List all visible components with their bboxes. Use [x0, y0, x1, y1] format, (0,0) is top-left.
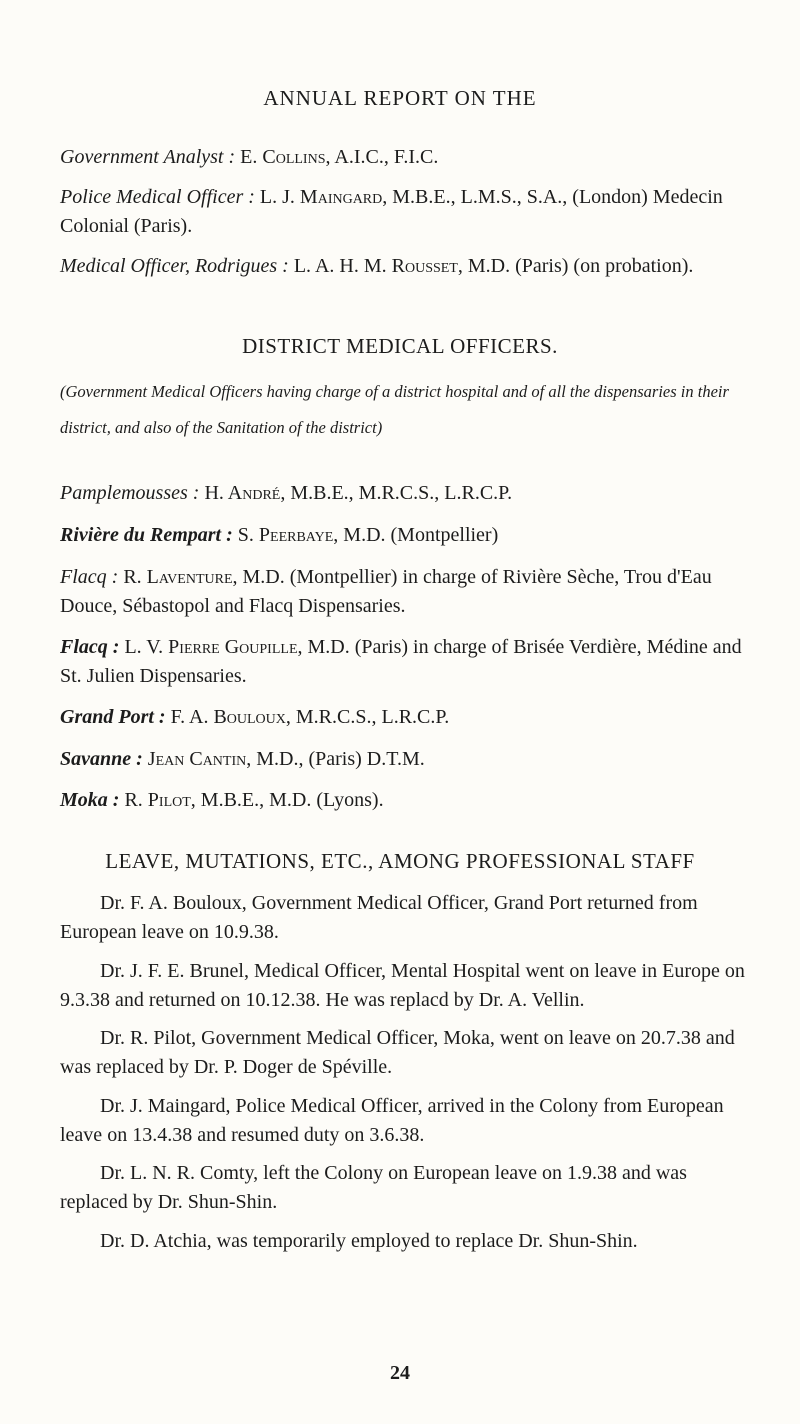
leave-paragraph: Dr. D. Atchia, was temporarily employed to replace Dr. Shun-Shin. — [100, 1230, 638, 1252]
district-role: Flacq : — [60, 566, 119, 588]
district-entry-grand-port — [60, 703, 750, 732]
officer-qualifications: A.I.C., F.I.C. — [330, 146, 439, 168]
district-officer-name: Jean Cantin, — [147, 748, 252, 770]
district-officers-note: (Government Medical Officers having charge of a district hospital and of all the dispensaries in their district, and also of the Sanitation of the district) — [60, 382, 729, 437]
district-entry-pamplemousses — [60, 479, 750, 508]
officer-role: Police Medical Officer : — [60, 186, 255, 208]
district-entry-flacq-laventure — [60, 563, 750, 621]
district-officer-name: L. V. Pierre Goupille, — [124, 636, 303, 658]
district-role: Grand Port : — [60, 706, 166, 728]
district-officer-details: M.B.E., M.R.C.S., L.R.C.P. — [285, 482, 513, 504]
district-entry-flacq-goupille — [60, 633, 750, 691]
officer-role: Government Analyst : — [60, 146, 236, 168]
district-medical-officers-heading: DISTRICT MEDICAL OFFICERS. — [242, 334, 558, 358]
district-officer-details: M.B.E., M.D. (Lyons). — [195, 789, 384, 811]
district-entry-savanne — [60, 745, 750, 774]
officer-name: L. A. H. M. Rousset, — [293, 255, 463, 277]
officer-entry-police-medical-officer — [60, 183, 750, 241]
district-role: Rivière du Rempart : — [60, 524, 233, 546]
district-role: Pamplemousses : — [60, 482, 200, 504]
leave-paragraph: Dr. R. Pilot, Government Medical Officer, Moka, went on leave on 20.7.38 and was replaced by Dr. P. Doger de Spéville. — [60, 1027, 735, 1078]
officer-name: E. Collins, — [240, 146, 331, 168]
leave-paragraph: Dr. F. A. Bouloux, Government Medical Officer, Grand Port returned from European leave on 10.9.38. — [60, 892, 698, 943]
officer-entry-medical-officer-rodrigues — [60, 252, 750, 281]
district-entry-riviere-du-rempart — [60, 521, 750, 550]
district-officer-details: M.D. (Montpellier) in charge of Rivière Sèche, Trou d'Eau Douce, Sébastopol and Flacq Dispensaries. — [60, 566, 712, 617]
district-officer-name: S. Peerbaye, — [237, 524, 339, 546]
officer-entry-government-analyst — [60, 143, 750, 172]
district-officer-details: M.D., (Paris) D.T.M. — [251, 748, 425, 770]
district-officer-name: R. Pilot, — [124, 789, 196, 811]
officer-role: Medical Officer, Rodrigues : — [60, 255, 289, 277]
page-number: 24 — [390, 1362, 410, 1384]
district-entry-moka — [60, 786, 750, 815]
officer-name: L. J. Maingard, — [259, 186, 388, 208]
district-role: Moka : — [60, 789, 120, 811]
district-officer-name: R. Laventure, — [123, 566, 238, 588]
leave-paragraph: Dr. J. Maingard, Police Medical Officer, arrived in the Colony from European leave on 13.4.38 and resumed duty on 3.6.38. — [60, 1095, 724, 1146]
district-officer-details: M.D. (Montpellier) — [338, 524, 499, 546]
leave-paragraph: Dr. J. F. E. Brunel, Medical Officer, Mental Hospital went on leave in Europe on 9.3.38 and returned on 10.12.38. He was replacd by Dr. A. Vellin. — [60, 960, 745, 1011]
district-officer-name: H. André, — [204, 482, 286, 504]
leave-mutations-heading: LEAVE, MUTATIONS, ETC., AMONG PROFESSIONAL STAFF — [105, 849, 695, 873]
district-role: Flacq : — [60, 636, 120, 658]
district-officer-details: M.R.C.S., L.R.C.P. — [290, 706, 450, 728]
leave-paragraph: Dr. L. N. R. Comty, left the Colony on European leave on 1.9.38 and was replaced by Dr. Shun-Shin. — [60, 1162, 687, 1213]
running-head: ANNUAL REPORT ON THE — [263, 86, 537, 110]
officer-qualifications: M.D. (Paris) (on probation). — [462, 255, 694, 277]
district-officer-details: M.D. (Paris) in charge of Brisée Verdière, Médine and St. Julien Dispensaries. — [60, 636, 742, 687]
district-officer-name: F. A. Bouloux, — [170, 706, 291, 728]
officer-qualifications: M.B.E., L.M.S., S.A., (London) Medecin Colonial (Paris). — [60, 186, 723, 237]
district-role: Savanne : — [60, 748, 143, 770]
